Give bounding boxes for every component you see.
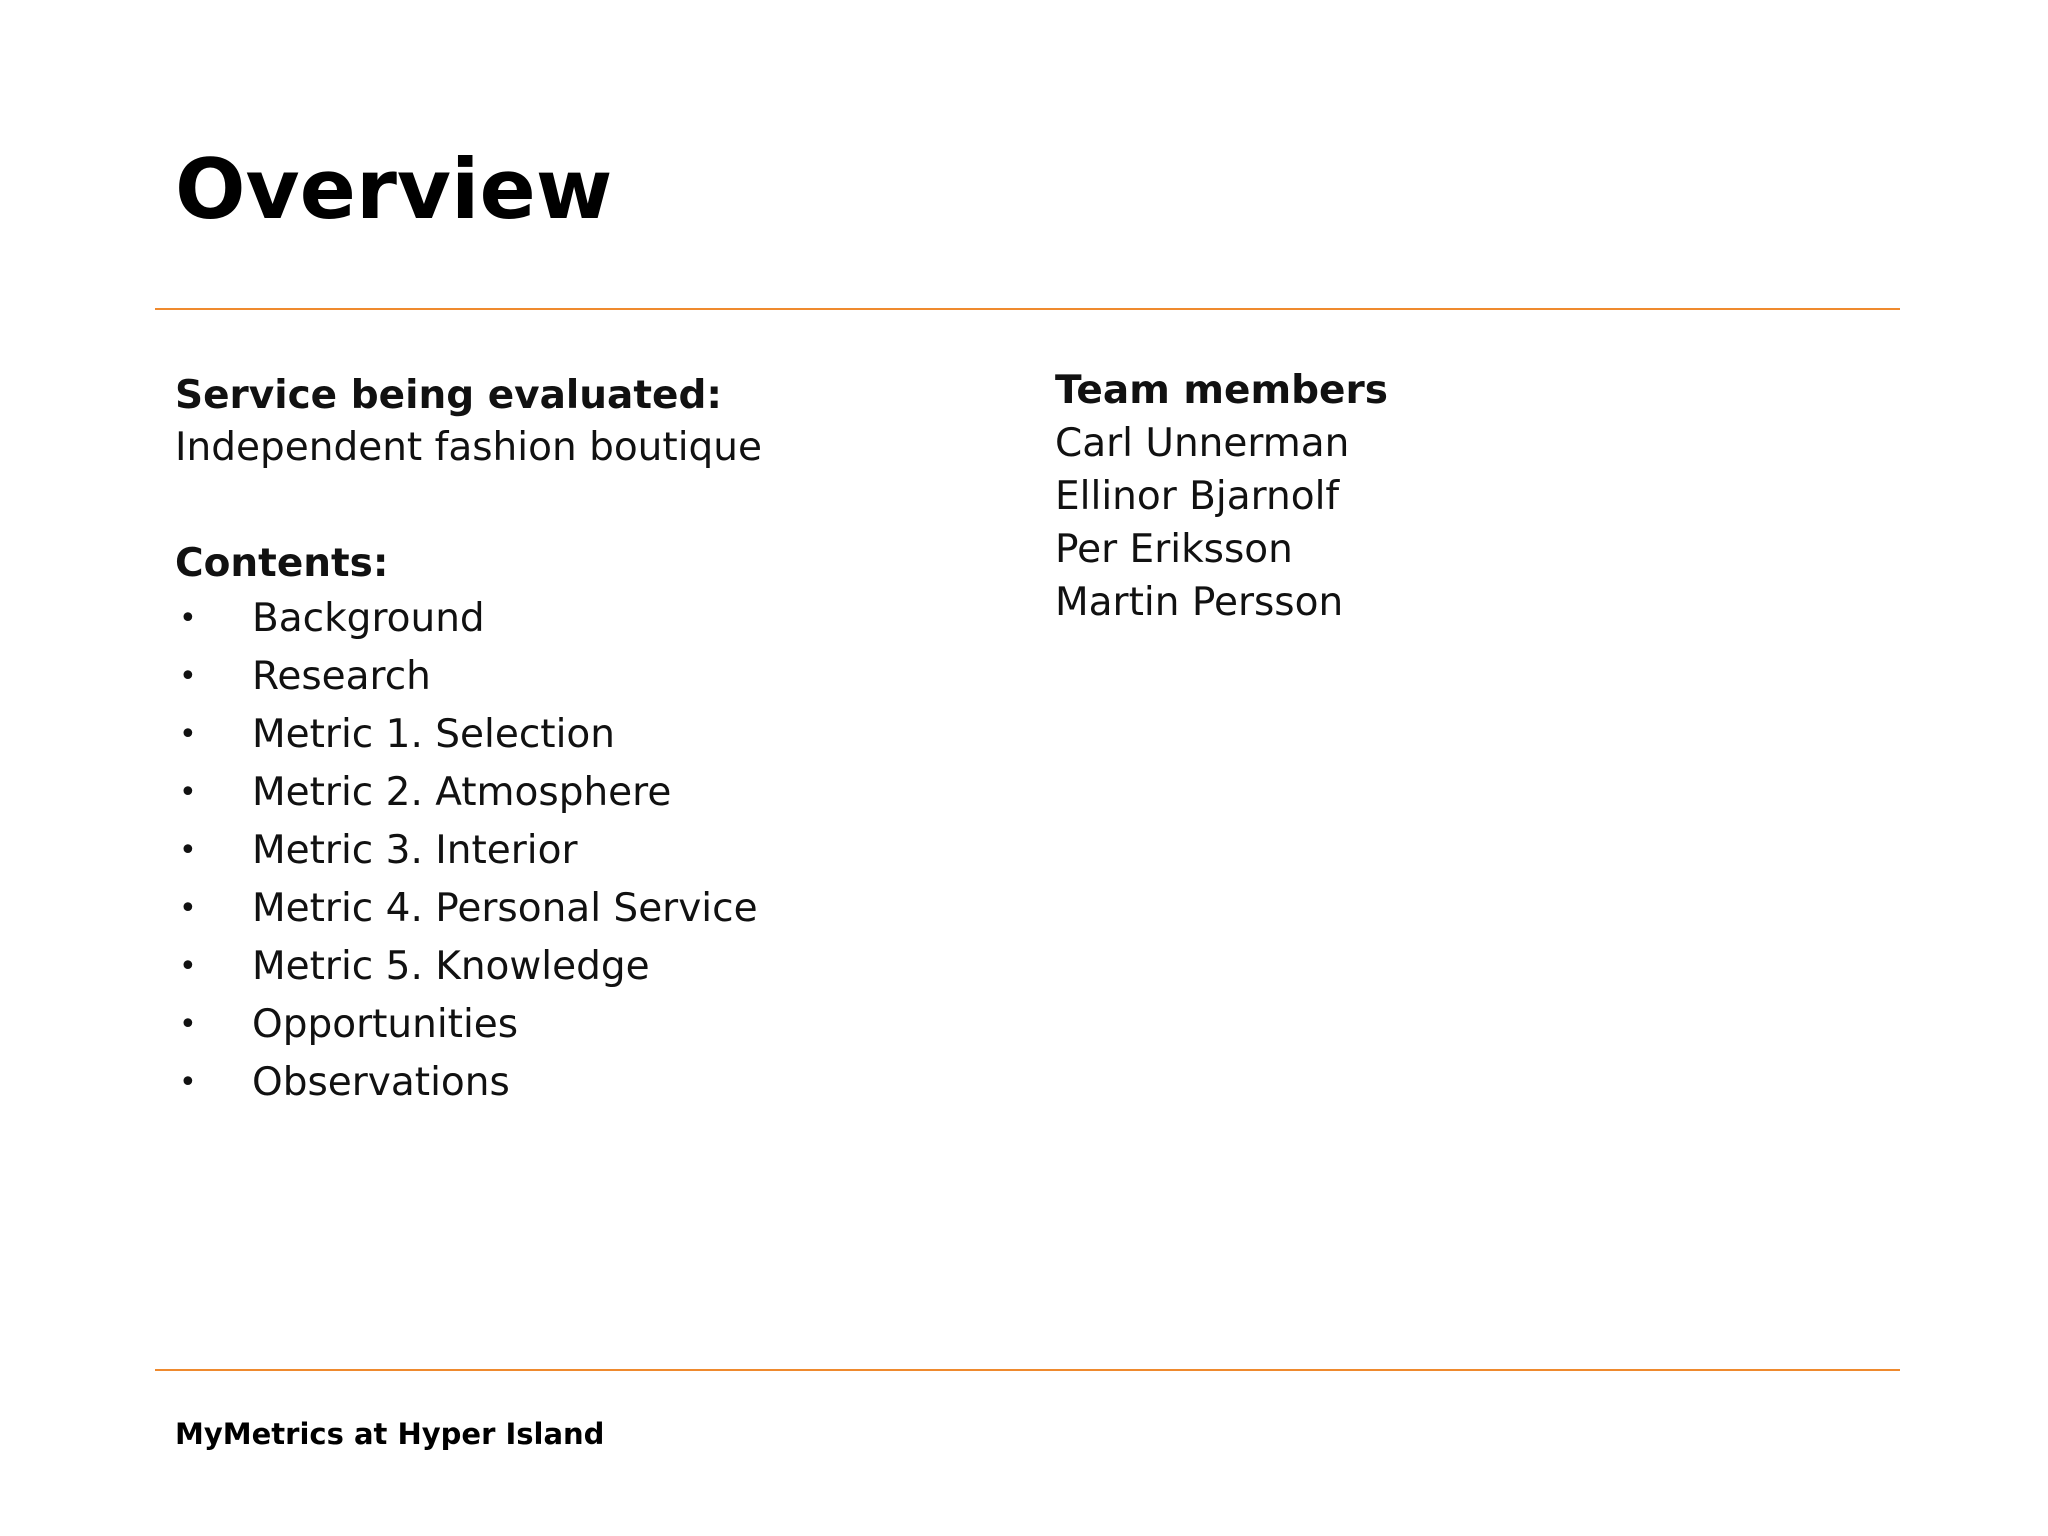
top-divider xyxy=(155,308,1900,310)
bullet-icon: • xyxy=(179,891,197,926)
right-column xyxy=(1055,364,1855,629)
contents-item xyxy=(175,822,975,880)
contents-heading: Contents: xyxy=(175,541,389,586)
team-member: Ellinor Bjarnolf xyxy=(1055,474,1340,519)
contents-item-label: Metric 1. Selection xyxy=(252,712,615,757)
contents-item-label: Metric 2. Atmosphere xyxy=(252,770,672,815)
contents-item-label: Metric 4. Personal Service xyxy=(252,886,758,931)
contents-list xyxy=(175,590,975,1112)
contents-item-label: Opportunities xyxy=(252,1002,519,1047)
team-member: Carl Unnerman xyxy=(1055,421,1350,466)
bullet-icon: • xyxy=(179,1065,197,1100)
contents-item xyxy=(175,648,975,706)
contents-item-label: Metric 3. Interior xyxy=(252,828,578,873)
bullet-icon: • xyxy=(179,775,197,810)
contents-item xyxy=(175,996,975,1054)
contents-item xyxy=(175,938,975,996)
contents-item-label: Background xyxy=(252,596,485,641)
bullet-icon: • xyxy=(179,833,197,868)
service-value: Independent fashion boutique xyxy=(175,425,762,470)
team-member: Martin Persson xyxy=(1055,580,1344,625)
contents-item xyxy=(175,706,975,764)
contents-item xyxy=(175,764,975,822)
slide-title: Overview xyxy=(175,141,613,238)
bullet-icon: • xyxy=(179,1007,197,1042)
bullet-icon: • xyxy=(179,949,197,984)
contents-item-label: Research xyxy=(252,654,431,699)
contents-item xyxy=(175,880,975,938)
contents-item-label: Metric 5. Knowledge xyxy=(252,944,650,989)
bullet-icon: • xyxy=(179,717,197,752)
contents-item xyxy=(175,1054,975,1112)
bullet-icon: • xyxy=(179,659,197,694)
team-member: Per Eriksson xyxy=(1055,527,1293,572)
left-column xyxy=(175,370,975,1112)
contents-item-label: Observations xyxy=(252,1060,510,1105)
service-heading: Service being evaluated: xyxy=(175,373,722,418)
section-spacer xyxy=(175,474,975,538)
bottom-divider xyxy=(155,1369,1900,1371)
contents-item xyxy=(175,590,975,648)
team-heading: Team members xyxy=(1055,368,1388,413)
footer-text: MyMetrics at Hyper Island xyxy=(175,1417,605,1451)
bullet-icon: • xyxy=(179,601,197,636)
